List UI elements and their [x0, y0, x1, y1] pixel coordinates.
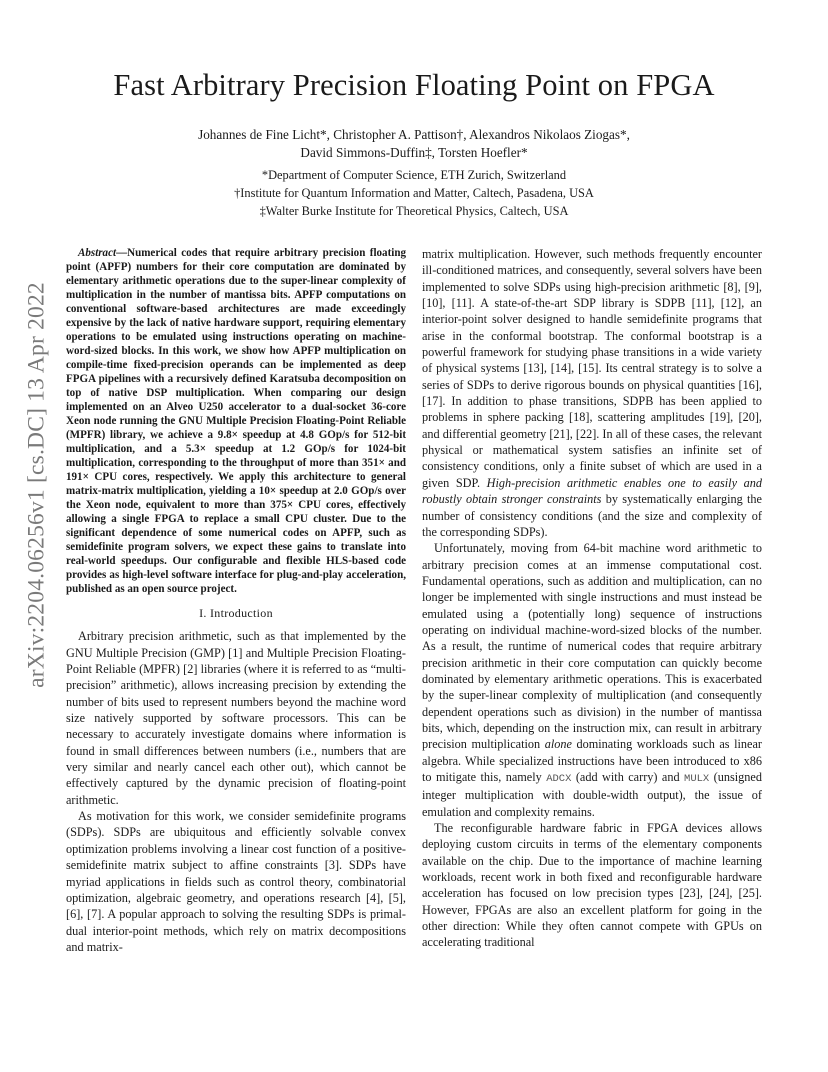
- affiliation-1: *Department of Computer Science, ETH Zurich, Switzerland: [261, 168, 567, 182]
- right-p2-text-c: (add with carry) and: [571, 770, 685, 784]
- section-heading: I. Introduction: [199, 606, 273, 620]
- right-paragraph-3: The reconfigurable hardware fabric in FPGA devices allows deploying custom circuits in terms of the elementary components available on the chip. Due to the importance of machine learning workloads, recent work in both fixed and reconfigurable hardware acceleration has focused on low precision types [23], [24], [25]. However, FPGAs are also an excellent platform for going in the other direction: While they often cannot compete with GPUs on accelerating traditional: [422, 821, 762, 950]
- arxiv-identifier-text: arXiv:2204.06256v1 [cs.DC] 13 Apr 2022: [23, 282, 50, 688]
- right-p2-text-a: Unfortunately, moving from 64-bit machine word arithmetic to arbitrary precision comes at an immense computational cost. Fundamental operations, such as addition and multiplication, can no longer be implemented with single instructions and must instead be emulated using a (potentially long) sequence of instructions operating on individual machine-word-sized blocks of the number. As a result, the runtime of numerical codes that require arbitrary precision arithmetic in their core computation can quickly become dominated by elementary arithmetic operations. This is exacerbated by the super-linear complexity of multiplication (and consequently dependent operations such as division) in the number of mantissa bits, which, depending on the instruction mix, can result in arbitrary precision multiplication: [422, 541, 762, 752]
- right-paragraph-1: [422, 246, 762, 540]
- intro-paragraph-2: As motivation for this work, we consider semidefinite programs (SDPs). SDPs are ubiquitous and efficiently solvable convex optimization problems involving a linear cost function of a positive-semidefinite matrix subject to affine constraints [3]. SDPs have myriad applications in fields such as control theory, combinatorial optimization, algebraic geometry, and operations research [4], [5], [6], [7]. A popular approach to solving the resulting SDPs is primal-dual interior-point methods, which rely on matrix decompositions and matrix-: [66, 809, 406, 954]
- mulx-instruction: MULX: [684, 773, 710, 785]
- right-p2-text-d: (unsigned integer multiplication with double-width output), the issue of emulation and complexity remains.: [422, 770, 762, 819]
- author-list: [0, 126, 828, 162]
- adcx-instruction: ADCX: [546, 773, 572, 785]
- right-p1-text-a: matrix multiplication. However, such methods frequently encounter ill-conditioned matrices, and consequently, several solvers have been implemented to solve SDPs using high-precision arithmetic [8], [9], [10], [11]. A state-of-the-art SDP library is SDPB [11], [12], an interior-point solver designed to handle semidefinite programs that arise in the conformal bootstrap. The conformal bootstrap is a powerful framework for studying phase transitions in a wide variety of physical systems [13], [14], [15]. Its central strategy is to solve a series of SDPs to derive rigorous bounds on physical quantities [16], [17]. In addition to phase transitions, SDPB has been applied to problems in sphere packing [18], scattering amplitudes [19], [20], and differential geometry [21], [22]. In all of these cases, the relevant physical or mathematical system satisfies an infinite set of consistency conditions, only a finite subset of which are used in a given SDP.: [422, 247, 762, 490]
- paper-title: Fast Arbitrary Precision Floating Point on FPGA: [113, 68, 715, 102]
- abstract-text: —Numerical codes that require arbitrary precision floating point (APFP) numbers for their core computation are dominated by elementary arithmetic operations due to the super-linear complexity of multiplication in the number of mantissa bits. APFP computations on conventional software-based architectures are made exceedingly expensive by the lack of native hardware support, requiring elementary operations to be emulated using instructions operating on machine-word-sized blocks. In this work, we show how APFP multiplication on compile-time fixed-precision operands can be implemented as deep FPGA pipelines with a recursively defined Karatsuba decomposition on top of native DSP multiplication. When comparing our design implemented on an Alveo U250 accelerator to a dual-socket 36-core Xeon node running the GNU Multiple Precision Floating-Point Reliable (MPFR) library, we achieve a 9.8× speedup at 4.8 GOp/s for 512-bit multiplication, and a 5.3× speedup at 1.2 GOp/s for 1024-bit multiplication, corresponding to the throughput of more than 351× and 191× CPU cores, respectively. We apply this architecture to general matrix-matrix multiplication, yielding a 10× speedup at 2.0 GOp/s over the Xeon node, equivalent to more than 375× CPU cores, effectively allowing a single FPGA to replace a small CPU cluster. Due to the significant dependence of some numerical codes on APFP, such as semidefinite program solvers, we expect these gains to translate into real-world speedups. Our configurable and flexible HLS-based code provides as high-level software interface for plug-and-play acceleration, published as an open source project.: [66, 247, 406, 595]
- right-p2-text-b: dominating workloads such as linear algebra. While specialized instructions have been introduced to x86 to mitigate this, namely: [422, 737, 762, 784]
- arxiv-identifier: [22, 282, 52, 688]
- intro-paragraph-1: Arbitrary precision arithmetic, such as that implemented by the GNU Multiple Precision (GMP) [1] and Multiple Precision Floating-Point Reliable (MPFR) [2] libraries (where it is referred to as “multi-precision” arithmetic), allows increasing precision by extending the number of bits used to represent numbers beyond the machine word size natively supported by software processors. This can be necessary to accurately investigate domains where information is found in small differences between numbers (i.e., numbers that are very similar and nearly cancel each other out), which cannot be effectively captured by the dynamic precision of floating-point arithmetic.: [66, 629, 406, 807]
- affiliation-2: †Institute for Quantum Information and Matter, Caltech, Pasadena, USA: [234, 186, 594, 200]
- abstract-label: Abstract: [78, 247, 117, 259]
- authors-line-1: Johannes de Fine Licht*, Christopher A. Pattison†, Alexandros Nikolaos Ziogas*,: [198, 127, 630, 142]
- abstract: [66, 246, 406, 596]
- right-p1-emphasis: High-precision arithmetic enables one to easily and robustly obtain stronger constraints: [422, 475, 762, 507]
- authors-line-2: David Simmons-Duffin‡, Torsten Hoefler*: [300, 145, 528, 160]
- left-column: [66, 246, 406, 955]
- affiliations: [0, 166, 828, 220]
- right-paragraph-2: [422, 540, 762, 820]
- right-column: [422, 246, 762, 951]
- right-p1-text-b: by systematically enlarging the number of consistency conditions (and the size and complexity of the corresponding SDPs).: [422, 492, 762, 539]
- affiliation-3: ‡Walter Burke Institute for Theoretical Physics, Caltech, USA: [259, 204, 569, 218]
- right-p2-emphasis: alone: [544, 737, 572, 752]
